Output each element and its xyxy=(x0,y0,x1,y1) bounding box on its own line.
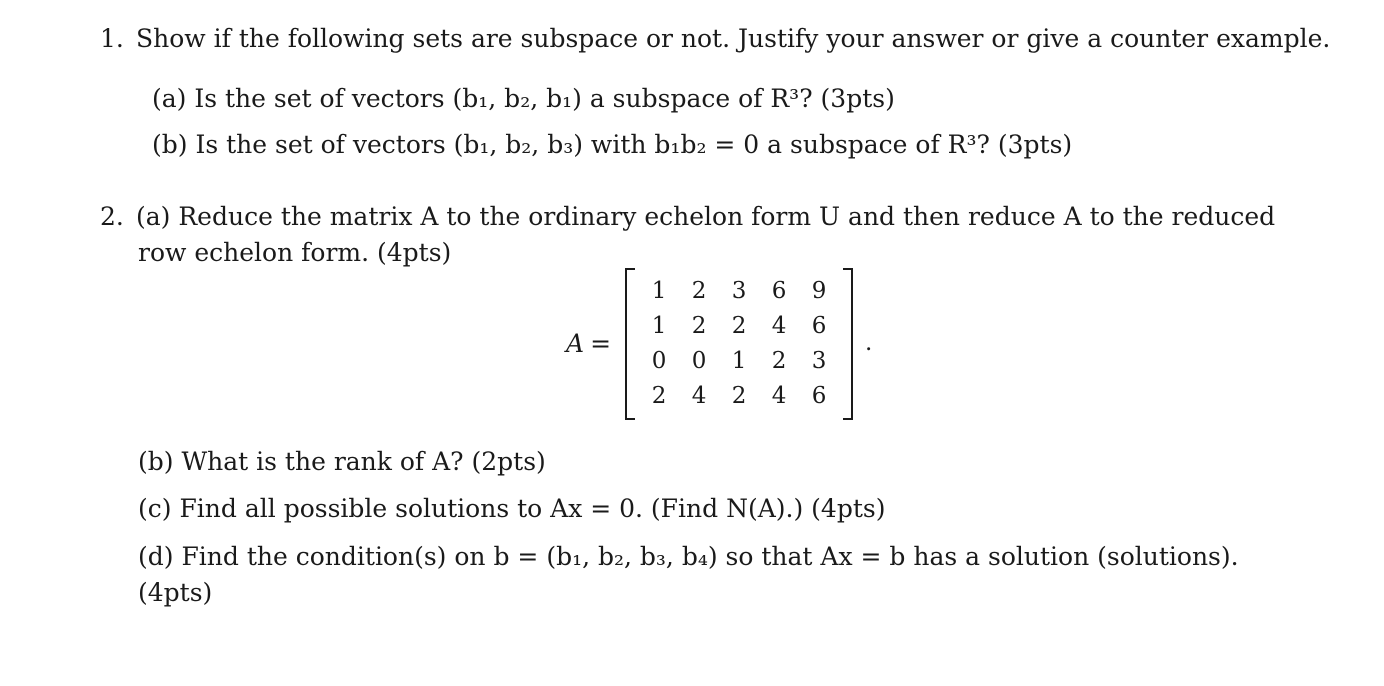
question-2d-line1: (d) Find the condition(s) on b = (b₁, b₂, b₃, b₄) so that Ax = b has a solution (solutions). xyxy=(138,542,1239,571)
matrix-equals: = xyxy=(590,329,612,358)
matrix-cell: 4 xyxy=(771,382,787,409)
matrix-cell: 1 xyxy=(651,277,667,304)
question-2b: (b) What is the rank of A? (2pts) xyxy=(138,447,546,476)
matrix-period: . xyxy=(865,330,873,357)
matrix-row xyxy=(639,274,839,309)
question-1-number: 1. xyxy=(100,24,124,53)
matrix-table xyxy=(639,274,839,414)
question-2-number: 2. xyxy=(100,202,124,231)
matrix-cell: 2 xyxy=(691,277,707,304)
question-2a-line2: row echelon form. (4pts) xyxy=(138,238,452,267)
matrix-cell: 6 xyxy=(811,382,827,409)
matrix-cell: 2 xyxy=(731,382,747,409)
matrix-name: A xyxy=(566,329,585,358)
matrix-row xyxy=(639,379,839,414)
matrix-cell: 0 xyxy=(691,347,707,374)
matrix-cell: 6 xyxy=(771,277,787,304)
question-2c: (c) Find all possible solutions to Ax = 0. (Find N(A).) (4pts) xyxy=(138,494,886,523)
matrix-cell: 3 xyxy=(811,347,827,374)
question-1b: (b) Is the set of vectors (b₁, b₂, b₃) with b₁b₂ = 0 a subspace of R³? (3pts) xyxy=(152,130,1073,159)
matrix-a xyxy=(625,268,853,420)
matrix-cell: 6 xyxy=(811,312,827,339)
matrix-cell: 0 xyxy=(651,347,667,374)
matrix-row xyxy=(639,309,839,344)
matrix-cell: 2 xyxy=(691,312,707,339)
matrix-cell: 2 xyxy=(771,347,787,374)
question-1a: (a) Is the set of vectors (b₁, b₂, b₁) a subspace of R³? (3pts) xyxy=(152,84,895,113)
matrix-cell: 4 xyxy=(691,382,707,409)
question-1-text: Show if the following sets are subspace or not. Justify your answer or give a counter example. xyxy=(136,24,1331,53)
question-1 xyxy=(100,24,1330,54)
matrix-cell: 9 xyxy=(811,277,827,304)
matrix-row xyxy=(639,344,839,379)
matrix-equation xyxy=(566,268,872,420)
matrix-cell: 4 xyxy=(771,312,787,339)
question-2a-text: (a) Reduce the matrix A to the ordinary echelon form U and then reduce A to the reduced xyxy=(136,202,1276,231)
matrix-label xyxy=(566,329,611,359)
question-2d-line2: (4pts) xyxy=(138,578,213,607)
matrix-cell: 2 xyxy=(651,382,667,409)
matrix-cell: 1 xyxy=(651,312,667,339)
matrix-cell: 2 xyxy=(731,312,747,339)
matrix-cell: 3 xyxy=(731,277,747,304)
question-2a-line1 xyxy=(100,202,1275,232)
matrix-cell: 1 xyxy=(731,347,747,374)
